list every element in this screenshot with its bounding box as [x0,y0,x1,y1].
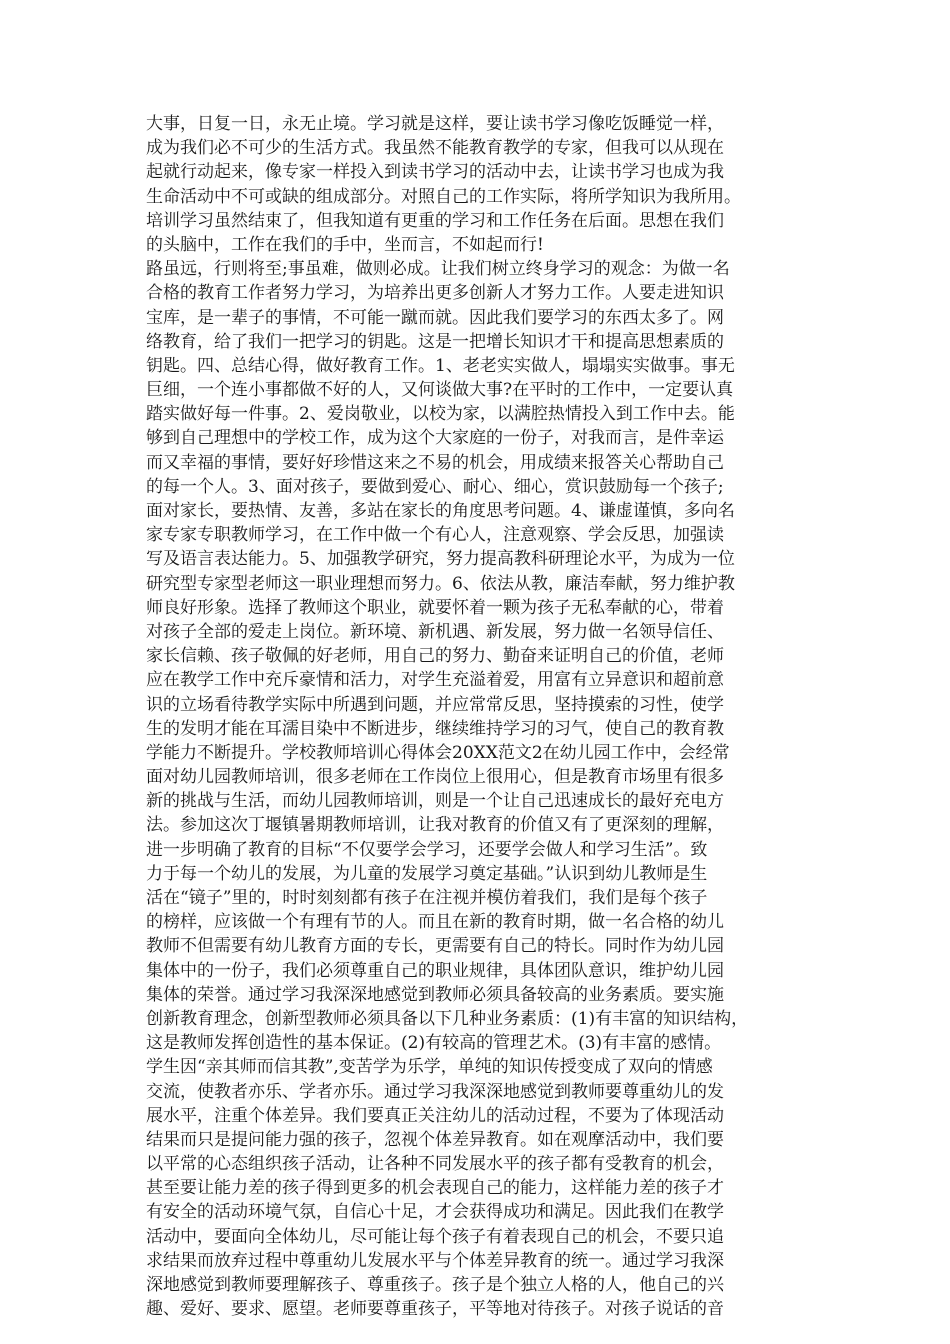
text-line: 识的立场看待教学实际中所遇到问题，并应常常反思，坚持摸索的习性，使学 [146,694,724,715]
text-line: 进一步明确了教育的目标“不仅要学会学习，还要学会做人和学习生活”。致 [146,839,708,860]
text-line: 求结果而放弃过程中尊重幼儿发展水平与个体差异教育的统一。通过学习我深 [146,1250,724,1271]
text-line: 有安全的活动环境气氛，自信心十足，才会获得成功和满足。因此我们在教学 [146,1202,724,1223]
text-line: 集体的荣誉。通过学习我深深地感觉到教师必须具备较高的业务素质。要实施 [146,984,724,1005]
text-line: 面对幼儿园教师培训，很多老师在工作岗位上很用心，但是教育市场里有很多 [146,767,724,788]
text-line: 结果而只是提问能力强的孩子，忽视个体差异教育。如在观摩活动中，我们要 [146,1129,724,1150]
text-line: 起就行动起来，像专家一样投入到读书学习的活动中去，让读书学习也成为我 [146,162,724,183]
text-line: 应在教学工作中充斥豪情和活力，对学生充溢着爱，用富有立异意识和超前意 [146,670,724,691]
text-line: 的每一个人。3、面对孩子，要做到爱心、耐心、细心，赏识鼓励每一个孩子; [146,476,724,497]
text-line: 力于每一个幼儿的发展，为儿童的发展学习奠定基础。”认识到幼儿教师是生 [146,863,708,884]
text-line: 活在“镜子”里的，时时刻刻都有孩子在注视并模仿着我们，我们是每个孩子 [146,888,708,908]
text-line: 够到自己理想中的学校工作，成为这个大家庭的一份子，对我而言，是件幸运 [146,428,724,449]
text-line: 对孩子全部的爱走上岗位。新环境、新机遇、新发展，努力做一名领导信任、 [146,621,724,642]
text-line: 大事，日复一日，永无止境。学习就是这样，要让读书学习像吃饭睡觉一样， [146,114,724,134]
body-text [146,112,812,1321]
text-line: 创新教育理念，创新型教师必须具备以下几种业务素质：(1)有丰富的知识结构， [146,1008,749,1029]
text-line: 研究型专家型老师这一职业理想而努力。6、依法从教，廉洁奉献，努力维护教 [146,573,735,594]
text-line: 学生因“亲其师而信其教”,变苦学为乐学，单纯的知识传授变成了双向的情感 [146,1057,713,1078]
text-line: 甚至要让能力差的孩子得到更多的机会表现自己的能力，这样能力差的孩子才 [146,1178,724,1199]
text-line: 写及语言表达能力。5、加强教学研究，努力提高教科研理论水平，为成为一位 [146,549,735,570]
text-line: 以平常的心态组织孩子活动，让各种不同发展水平的孩子都有受教育的机会， [146,1154,724,1175]
text-line: 成为我们必不可少的生活方式。我虽然不能教育教学的专家，但我可以从现在 [146,138,724,159]
text-line: 生命活动中不可或缺的组成部分。对照自己的工作实际，将所学知识为我所用。 [146,186,741,207]
text-line: 络教育，给了我们一把学习的钥匙。这是一把增长知识才干和提高思想素质的 [146,331,724,352]
text-line: 家专家专职教师学习，在工作中做一个有心人，注意观察、学会反思，加强读 [146,525,724,546]
text-line: 路虽远，行则将至;事虽难，做则必成。让我们树立终身学习的观念：为做一名 [146,259,730,280]
text-line: 的榜样，应该做一个有理有节的人。而且在新的教育时期，做一名合格的幼儿 [146,912,724,933]
text-line: 巨细，一个连小事都做不好的人，又何谈做大事?在平时的工作中，一定要认真 [146,380,734,401]
text-line: 培训学习虽然结束了，但我知道有更重的学习和工作任务在后面。思想在我们 [146,210,724,231]
text-line: 趣、爱好、要求、愿望。老师要尊重孩子，平等地对待孩子。对孩子说话的音 [146,1299,724,1320]
text-line: 深地感觉到教师要理解孩子、尊重孩子。孩子是个独立人格的人，他自己的兴 [146,1275,724,1295]
text-line: 面对家长，要热情、友善，多站在家长的角度思考问题。4、谦虚谨慎，多向名 [146,501,735,521]
text-line: 交流，使教者亦乐、学者亦乐。通过学习我深深地感觉到教师要尊重幼儿的发 [146,1081,724,1102]
text-line: 师良好形象。选择了教师这个职业，就要怀着一颗为孩子无私奉献的心，带着 [146,597,724,618]
text-line: 展水平，注重个体差异。我们要真正关注幼儿的活动过程，不要为了体现活动 [146,1105,724,1126]
text-line: 学能力不断提升。学校教师培训心得体会20XX范文2在幼儿园工作中，会经常 [146,742,730,763]
text-line: 这是教师发挥创造性的基本保证。(2)有较高的管理艺术。(3)有丰富的感情。 [146,1033,722,1054]
text-line: 家长信赖、孩子敬佩的好老师，用自己的努力、勤奋来证明自己的价值，老师 [146,646,724,667]
text-line: 活动中，要面向全体幼儿，尽可能让每个孩子有着表现自己的机会，不要只追 [146,1226,724,1247]
text-line: 而又幸福的事情，要好好珍惜这来之不易的机会，用成绩来报答关心帮助自己 [146,452,724,473]
text-line: 钥匙。四、总结心得，做好教育工作。1、老老实实做人，塌塌实实做事。事无 [146,355,735,376]
text-line: 合格的教育工作者努力学习，为培养出更多创新人才努力工作。人要走进知识 [146,283,724,304]
text-line: 的头脑中，工作在我们的手中，坐而言，不如起而行! [146,234,544,255]
text-line: 宝库，是一辈子的事情，不可能一蹴而就。因此我们要学习的东西太多了。网 [146,307,724,328]
text-line: 踏实做好每一件事。2、爱岗敬业，以校为家，以满腔热情投入到工作中去。能 [146,404,735,425]
text-line: 新的挑战与生活，而幼儿园教师培训，则是一个让自己迅速成长的最好充电方 [146,791,724,812]
text-line: 生的发明才能在耳濡目染中不断进步，继续维持学习的习气，使自己的教育教 [146,718,724,739]
text-line: 教师不但需要有幼儿教育方面的专长，更需要有自己的特长。同时作为幼儿园 [146,936,724,957]
text-line: 法。参加这次丁堰镇暑期教师培训，让我对教育的价值又有了更深刻的理解， [146,815,724,836]
text-line: 集体中的一份子，我们必须尊重自己的职业规律，具体团队意识，维护幼儿园 [146,960,724,981]
